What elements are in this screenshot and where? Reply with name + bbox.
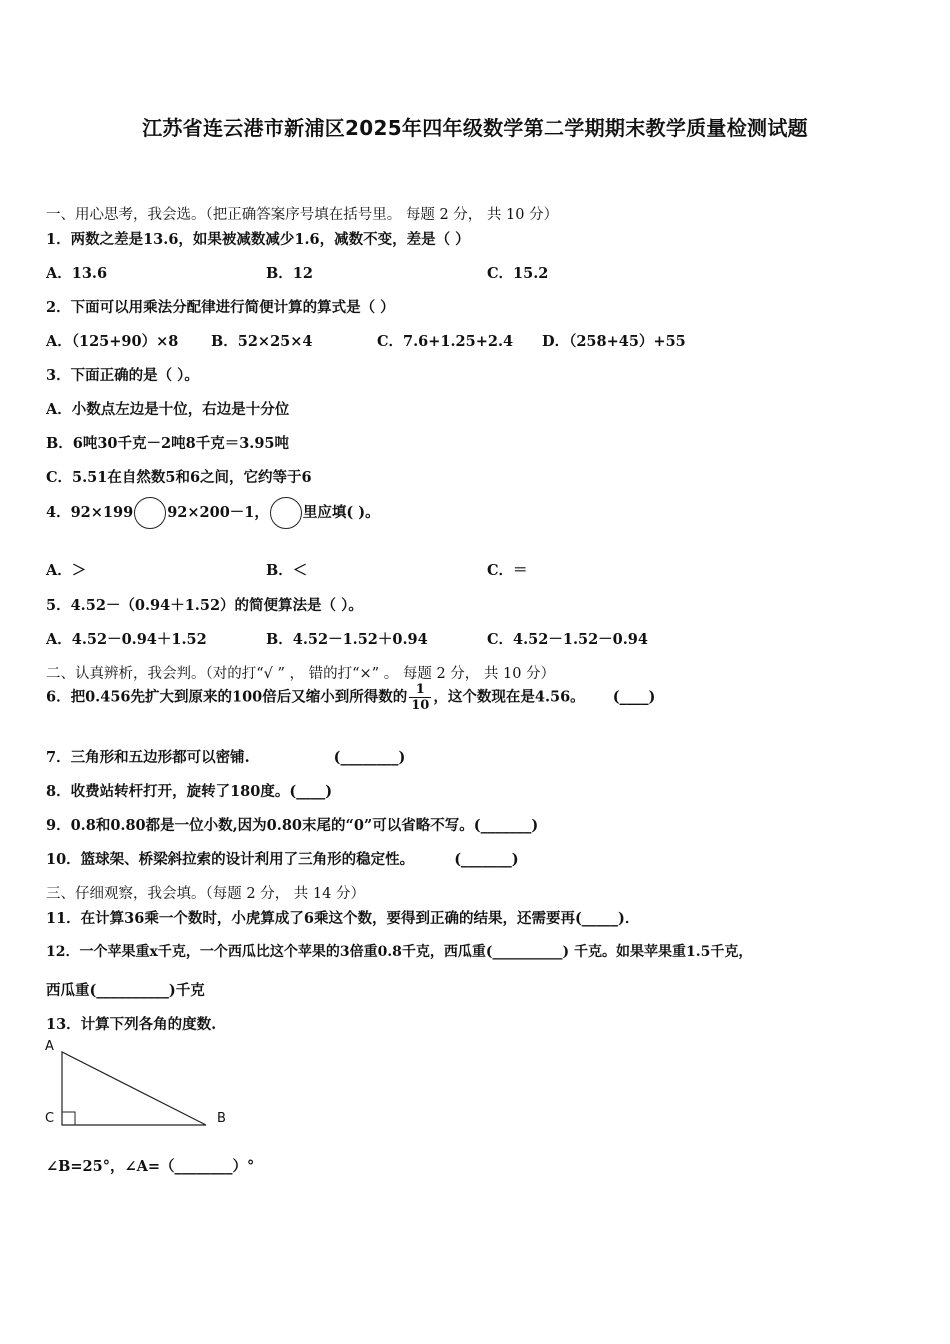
fraction-one-tenth bbox=[409, 682, 431, 713]
question-3: 3．下面正确的是（ ）。 bbox=[46, 367, 199, 384]
q3-option-b: B．6吨30千克－2吨8千克＝3.95吨 bbox=[46, 435, 290, 452]
question-6 bbox=[46, 682, 655, 713]
q2-option-d: D．（258+45）+55 bbox=[542, 333, 686, 350]
section-2-heading: 二、认真辨析，我会判。（对的打“√ ” ， 错的打“×” 。 每题 2 分， 共 10 分） bbox=[46, 666, 556, 682]
q4-option-b: B．＜ bbox=[266, 562, 308, 579]
page-title: 江苏省连云港市新浦区2025年四年级数学第二学期期末教学质量检测试题 bbox=[142, 116, 808, 140]
vertex-label-a: A bbox=[45, 1039, 54, 1054]
q6-text-1: 6．把0.456先扩大到原来的100倍后又缩小到所得数的 bbox=[46, 688, 408, 706]
question-8: 8．收费站转杆打开，旋转了180度。(____) bbox=[46, 783, 333, 800]
fraction-numerator: 1 bbox=[409, 682, 431, 698]
vertex-label-b: B bbox=[217, 1111, 226, 1126]
question-13-answer: ∠B=25°，∠A=（________）° bbox=[46, 1158, 255, 1175]
q3-option-c: C．5.51在自然数5和6之间，它约等于6 bbox=[46, 469, 312, 486]
question-1: 1．两数之差是13.6，如果被减数减少1.6，减数不变，差是（ ） bbox=[46, 231, 470, 248]
right-triangle-figure bbox=[40, 1040, 240, 1140]
q1-option-b: B．12 bbox=[266, 265, 313, 282]
q6-text-2: ，这个数现在是4.56。 bbox=[433, 688, 585, 706]
section-1-heading: 一、用心思考，我会选。（把正确答案序号填在括号里。 每题 2 分， 共 10 分） bbox=[46, 207, 559, 223]
q7-text: 7．三角形和五边形都可以密铺. bbox=[46, 749, 250, 766]
q4-text-3: 里应填( )。 bbox=[302, 504, 380, 521]
question-13: 13．计算下列各角的度数. bbox=[46, 1016, 217, 1033]
section-3-heading: 三、仔细观察，我会填。（每题 2 分， 共 14 分） bbox=[46, 886, 365, 902]
question-12-line-2: 西瓜重(__________)千克 bbox=[46, 982, 205, 999]
question-2: 2．下面可以用乘法分配律进行简便计算的算式是（ ） bbox=[46, 299, 395, 316]
q4-option-a: A．＞ bbox=[46, 562, 87, 579]
q4-option-c: C．＝ bbox=[487, 562, 528, 579]
question-11: 11．在计算36乘一个数时，小虎算成了6乘这个数，要得到正确的结果，还需要再(_____)． bbox=[46, 910, 640, 927]
q5-option-c: C．4.52－1.52－0.94 bbox=[487, 631, 648, 648]
q1-option-c: C．15.2 bbox=[487, 265, 549, 282]
answer-circle-2[interactable] bbox=[270, 497, 302, 529]
q4-text-2: 92×200－1， bbox=[167, 504, 269, 521]
question-12-line-1: 12．一个苹果重x千克，一个西瓜比这个苹果的3倍重0.8千克，西瓜重(__________) 千克。如果苹果重1.5千克， bbox=[46, 944, 753, 960]
q4-text-1: 4．92×199 bbox=[46, 504, 134, 521]
question-4 bbox=[46, 497, 380, 529]
q7-answer-blank[interactable]: (________) bbox=[333, 749, 406, 766]
q2-option-b: B．52×25×4 bbox=[211, 333, 313, 350]
q2-option-c: C．7.6+1.25+2.4 bbox=[377, 333, 514, 350]
answer-circle-1[interactable] bbox=[134, 497, 166, 529]
question-5: 5．4.52－（0.94＋1.52）的简便算法是（ ）。 bbox=[46, 597, 363, 614]
question-7 bbox=[46, 746, 405, 767]
q10-text: 10．篮球架、桥梁斜拉索的设计利用了三角形的稳定性。 bbox=[46, 851, 415, 868]
vertex-label-c: C bbox=[45, 1111, 55, 1126]
q5-option-a: A．4.52－0.94＋1.52 bbox=[46, 631, 207, 648]
q1-option-a: A．13.6 bbox=[46, 265, 108, 282]
q10-answer-blank[interactable]: (_______) bbox=[454, 851, 519, 868]
q3-option-a: A．小数点左边是十位，右边是十分位 bbox=[46, 401, 290, 418]
fraction-denominator: 10 bbox=[411, 698, 430, 713]
question-10 bbox=[46, 848, 519, 869]
q5-option-b: B．4.52－1.52＋0.94 bbox=[266, 631, 428, 648]
q6-answer-blank[interactable]: (____) bbox=[612, 688, 656, 706]
question-9: 9．0.8和0.80都是一位小数,因为0.80末尾的“0”可以省略不写。(_______) bbox=[46, 817, 539, 834]
q2-option-a: A．（125+90）×8 bbox=[46, 333, 179, 350]
right-angle-mark bbox=[62, 1112, 75, 1125]
triangle-shape bbox=[62, 1052, 206, 1125]
